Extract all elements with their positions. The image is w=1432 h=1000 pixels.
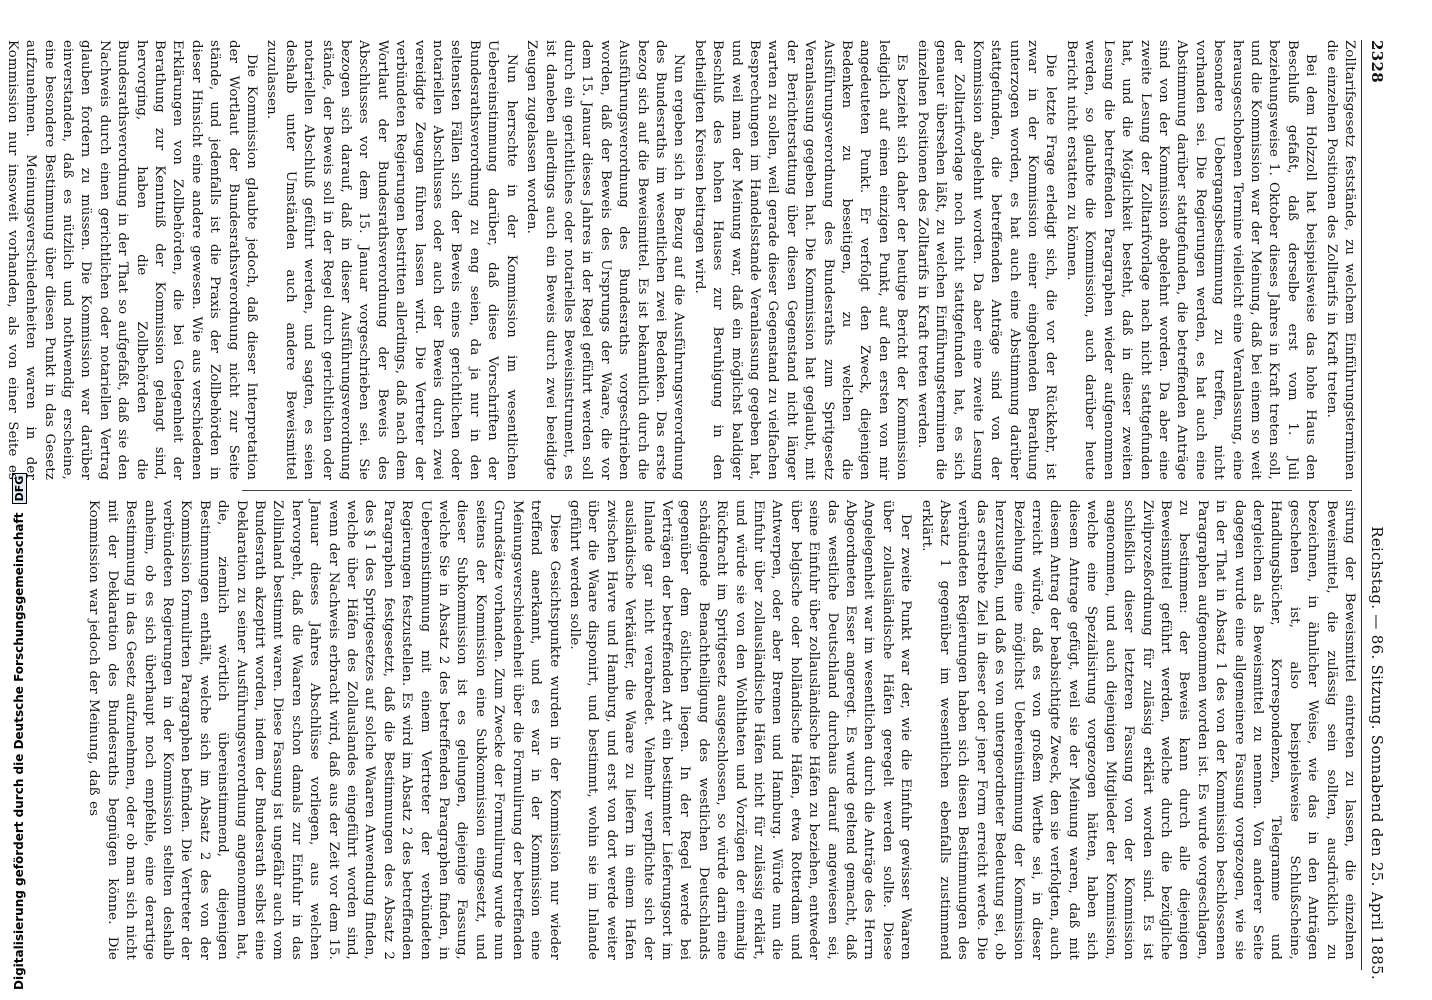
paragraph: Die Kommission glaubte jedoch, daß dieser Interpretation der Wortlaut der Bundesrathsverordnung nicht zur Seite stände, und jedenfalls ist die Praxis der Zollbehörden in dieser Hinsicht eine andere gewesen. Wie aus verschiedenen Erklärungen von Zollbehörden, die bei Gelegenheit der Berathung zur Kenntniß der Kommission gelangt sind, hervorging, haben die Zollbehörden die Bundesrathsverordnung in der That so aufgefaßt, daß sie den Nachweis durch einen gerichtlichen oder notariellen Vertrag glauben fordern zu müssen. Die Kommission war darüber einverstanden, daß es nützlich und nothwendig erscheine, eine besondere Bestimmung über diesen Punkt in das Gesetz aufzunehmen. Meinungsverschiedenheiten waren in der Kommission nur insoweit vorhanden, als von einer Seite es — [4, 40, 260, 480]
page-header — [1366, 40, 1386, 980]
column-divider — [242, 490, 1352, 491]
paragraph: Zolltarifsgesetz feststände, zu welchem Einführungsterminen die einzelnen Positionen des Zolltarifs in Kraft treten. — [1323, 40, 1357, 480]
paragraph: Der zweite Punkt war der, wie die Einfuhr gewisser Waaren über zollausländische Häfen geregelt werden sollte. Diese Angelegenheit war im wesentlichen durch die Anträge des Herrn Abgeordneten Esser angeregt. Es wurde geltend gemacht, daß das westliche Deutschland durchaus darauf angewiesen sei, seine Einfuhr über zollausländische Häfen zu beziehen, entweder über belgische oder holländische Häfen, etwa Rotterdam und Antwerpen, oder aber Bremen und Hamburg. Würde nun die Einfuhr über zollausländische Häfen nicht für zulässig erklärt, und würde sie von den Wohlthaten und Vorzügen der einmalig Rückfracht im Spritgesetz ausgeschlossen, so würde darin eine schädigende Benachtheiligung des westlichen Deutschlands gegenüber dem östlichen liegen. In der Regel werde bei Verträgen der betreffenden Art ein bestimmter Lieferungsort im Inlande gar nicht verabredet. Vielmehr verpflichte sich der ausländische Verkäufer, die Waare zu liefern in einem Hafen zwischen Havre und Hamburg, und erst von dort werde weiter über die Waare disponirt, und bestimmt, wohin sie im Inlande geführt werden solle. — [566, 500, 914, 960]
dfg-logo: DFG — [12, 473, 27, 505]
paragraph: sirung der Beweismittel eintreten zu lassen, die einzelnen Beweismittel, die zulässig sein sollten, ausdrücklich zu bezeichnen, in ähnlicher Weise, wie das in den Anträgen geschehen ist, also beispielsweise Schlußscheine, Handlungsbücher, Korrespondenzen, Telegramme und dergleichen als Beweismittel zu nennen. Von anderer Seite dagegen wurde eine allgemeinere Fassung vorgezogen, wie sie in der That in Absatz 1 des von der Kommission beschlossenen Paragraphen aufgenommen worden ist. Es wurde vorgeschlagen, zu bestimmen: der Beweis kann durch alle diejenigen Beweismittel geführt werden, welche durch die bezügliche Zivilprozeßordnung für zulässig erklärt worden sind. Es ist schließlich dieser letzteren Fassung von der Kommission angenommen, und auch diejenigen Mitglieder der Kommission, welche eine Spezialisirung vorgezogen hätten, haben sich diesem Antrage gefügt, weil sie der Meinung waren, daß mit diesem Antrag der beabsichtigte Zweck, den sie verfolgten, auch erreicht würde, daß es von großem Werthe sei, in dieser Beziehung eine möglichst Uebereinstimmung der Kommission herzustellen, und daß es von untergeordneter Bedeutung sei, ob das erstrebte Ziel in dieser oder jener Form erreicht werde. Die verbündeten Regierungen haben sich diesen Bestimmungen des Absatz 1 gegenüber im wesentlichen ebenfalls zustimmend erklärt. — [918, 500, 1357, 960]
paragraph: Diese Gesichtspunkte wurden in der Kommission nur wieder treffend anerkannt, und es war in der Kommission eine Meinungsverschiedenheit über die Formulirung der betreffenden Grundsätze vorhanden. Zum Zwecke der Formulirung wurde nun seitens der Kommission eine Subkommission eingesetzt, und dieser Subkommission ist es gelungen, diejenige Fassung, welche Sie in Absatz 2 des betreffenden Paragraphen finden, in Uebereinstimmung mit einem Vertreter der verbündeten Regierungen festzustellen. Es wird im Absatz 2 des betreffenden Paragraphen festgesetzt, daß die Bestimmungen des Absatz 2 des § 1 des Spritgesetzes auf solche Waaren Anwendung finden, welche über Häfen des Zollauslandes eingeführt worden sind, wenn der Nachweis erbracht wird, daß aus der Zeit vor dem 15. Januar dieses Jahres Abschlüsse vorliegen, aus welchen hervorgeht, daß die Waaren schon damals zur Einfuhr in das Zollinland bestimmt waren. Diese Fassung ist ungefähr auch vom Bundesrath akzeptirt worden, indem der Bundesrath selbst eine Deklaration zu seiner Ausführungsverordnung angenommen hat, die, ziemlich wörtlich übereinstimmend, diejenigen Bestimmungen enthält, welche sich im Absatz 2 des von der Kommission formulirten Paragraphen befinden. Die Vertreter der verbündeten Regierungen in der Kommission stellten deshalb anheim, ob es sich überhaupt noch empfehle, eine derartige Bestimmung in das Gesetz aufzunehmen, oder ob man sich nicht mit der Deklaration des Bundesraths begnügen könne. Die Kommission war jedoch der Meinung, daß es — [86, 500, 562, 960]
left-column — [4, 40, 1358, 480]
page-number: 2328 — [1368, 40, 1386, 83]
paragraph: Nun herrschte in der Kommission im wesentlichen Uebereinstimmung darüber, daß diese Vorschriften der Bundesrathsverordnung zu eng seien, da ja nur in den seltensten Fällen sich der Beweis eines gerichtlichen oder notariellen Abschlusses oder auch der Beweis durch zwei vereidigte Zeugen führen lassen wird. Die Vertreter der verbündeten Regierungen bestritten allerdings, daß nach dem Wortlaut der Bundesrathsverordnung der Beweis des Abschlusses vor dem 15. Januar vorgeschrieben sei. Sie bezogen sich darauf, daß in dieser Ausführungsverordnung stände, der Beweis soll in der Regel durch gerichtlichen oder notariellen Abschluß geführt werden, und sagten, es seien deshalb unter Umständen auch andere Beweismittel zuzulassen. — [264, 40, 519, 480]
paragraph: Nun ergeben sich in Bezug auf die Ausführungsverordnung des Bundesraths im wesentlichen zwei Bedenken. Das erste bezog sich auf die Beweismittel. Es ist bekanntlich durch die Ausführungsverordnung des Bundesraths vorgeschrieben worden, daß der Beweis des Ursprungs der Waare, die vor dem 15. Januar dieses Jahres in der Regel geführt werden soll durch ein gerichtliches oder notarielles Beweisinstrument, es ist daneben allerdings auch ein Beweis durch zwei beeidigte Zeugen zugelassen worden. — [524, 40, 687, 480]
paragraph: Es bezieht sich daher der heutige Bericht der Kommission lediglich auf einen einzigen Punkt, auf den ersten von mir angedeuteten Punkt. Er verfolgt den Zweck, diejenigen Bedenken zu beseitigen, zu welchen die Ausführungsverordnung des Bundesraths zum Spritgesetz Veranlassung gegeben hat. Die Kommission hat geglaubt, mit der Berichterstattung über diesen Gegenstand nicht länger warten zu sollen, weil gerade dieser Gegenstand zu vielfachen Besprechungen im Handelsstande Veranlassung gegeben hat, und weil man der Meinung war, daß ein möglichst baldiger Beschluß des hohen Hauses zur Beruhigung in den betheiligten Kreisen beitragen wird. — [691, 40, 910, 480]
running-title: Reichstag. — 86. Sitzung. Sonnabend den 25. April 1885. — [1368, 526, 1386, 980]
paragraph: Bei dem Holzzoll hat beispielsweise das hohe Haus den Beschluß gefaßt, daß derselbe erst vom 1. Juli beziehungsweise 1. Oktober dieses Jahres in Kraft treten soll, und die Kommission war der Meinung, daß bei einem so weit herausgeschobenen Termine vielleicht eine Veranlassung, eine besondere Uebergangsbestimmung zu treffen, nicht vorhanden sei. Die Regierungen werden, es hat auch eine Abstimmung darüber stattgefunden, die betreffenden Anträge sind von der Kommission abgelehnt worden. Da aber eine zweite Lesung der Zolltarifvorlage nach nicht stattgefunden hat, und die Möglichkeit besteht, daß in dieser zweiten Lesung die betreffenden Paragraphen wieder aufgenommen werden, so glaubte die Kommission, auch darüber heute Bericht nicht erstatten zu können. — [1063, 40, 1319, 480]
digitization-note-text: Digitalisierung gefördert durch die Deutsche Forschungsgemeinschaft — [12, 512, 26, 990]
header-rule — [1361, 40, 1362, 970]
right-column — [78, 500, 1358, 960]
paragraph: Die letzte Frage erledigt sich, die vor der Rückkehr, ist zwar in der Kommission einer eingehenden Berathung unterzogen worden, es hat auch eine Abstimmung darüber stattgefunden, die betreffenden Anträge sind von der Kommission abgelehnt worden. Da aber eine zweite Lesung der Zolltarifvorlage noch nicht stattgefunden hat, es sich genauer übersehen läßt, zu welchen Einführungsterminen die einzelnen Positionen des Zolltarifs in Kraft treten werden. — [914, 40, 1059, 480]
digitization-note — [12, 473, 27, 990]
